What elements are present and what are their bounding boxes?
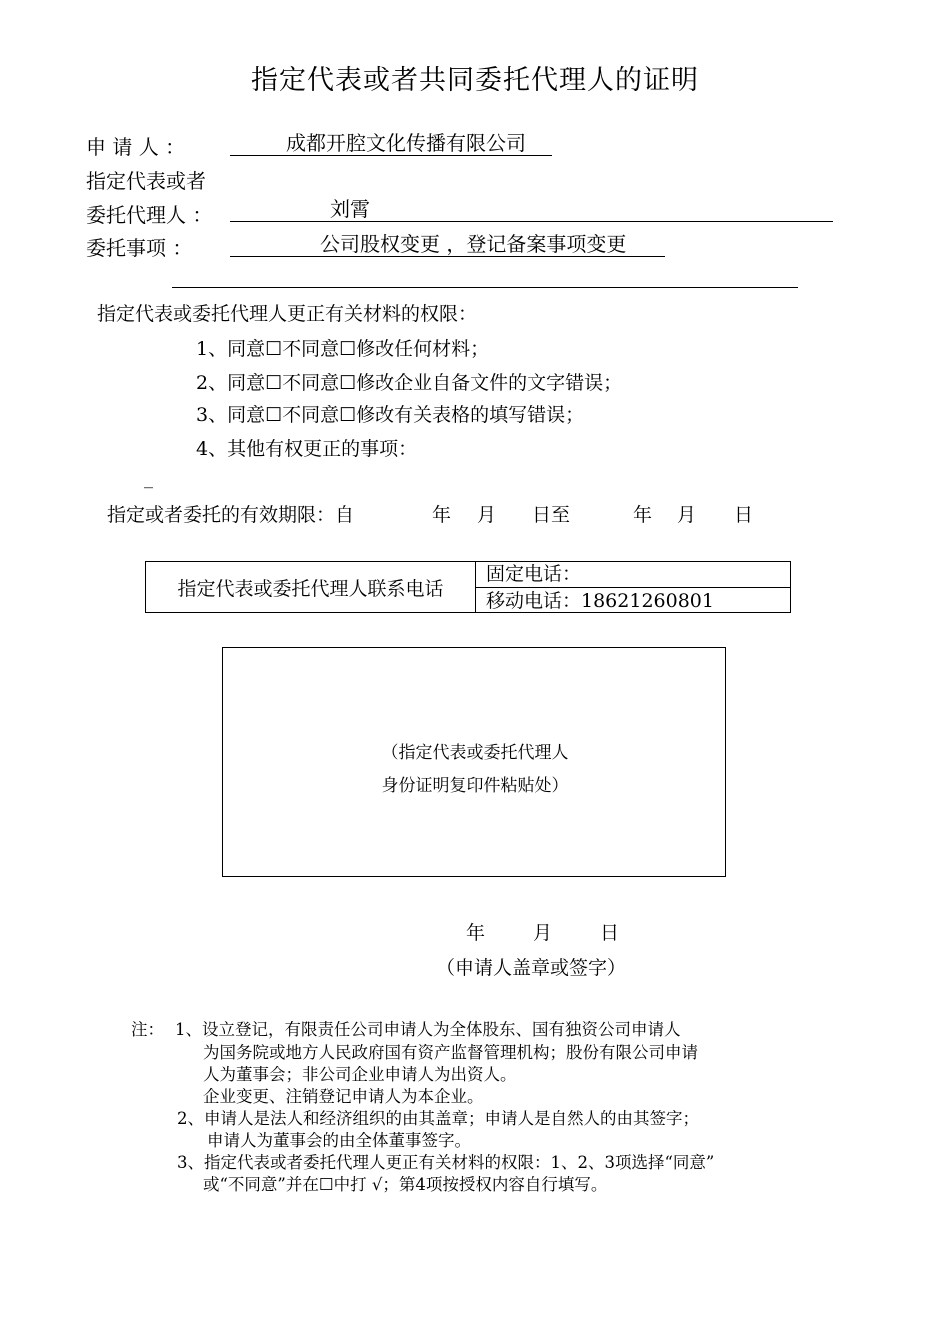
blank-underline[interactable] bbox=[172, 287, 798, 288]
note-line-4: 企业变更、注销登记申请人为本企业。 bbox=[203, 1087, 484, 1106]
page-title: 指定代表或者共同委托代理人的证明 bbox=[251, 65, 699, 96]
matter-value: 公司股权变更 ，登记备案事项变更 bbox=[320, 232, 627, 256]
authority-item-1: 1、同意☐不同意☐修改任何材料； bbox=[196, 338, 490, 360]
signature-day: 日 bbox=[600, 922, 620, 944]
note-line-8: 或“不同意”并在☐中打 √；第4项按授权内容自行填写。 bbox=[203, 1175, 608, 1194]
signature-month: 月 bbox=[533, 922, 553, 944]
validity-day-to: 日至 bbox=[532, 504, 571, 526]
validity-month: 月 bbox=[477, 504, 497, 526]
note-line-1: 1、设立登记，有限责任公司申请人为全体股东、国有独资公司申请人 bbox=[175, 1020, 681, 1039]
id-paste-box bbox=[222, 647, 726, 877]
mobile-field[interactable]: 移动电话：18621260801 bbox=[486, 590, 714, 612]
matter-field[interactable] bbox=[230, 232, 665, 257]
applicant-label: 申 请 人 ： bbox=[86, 135, 186, 159]
notes-prefix: 注： bbox=[131, 1020, 164, 1039]
contact-label: 指定代表或委托代理人联系电话 bbox=[146, 562, 476, 612]
dash-mark: _ bbox=[144, 468, 153, 489]
validity-day-2: 日 bbox=[734, 504, 754, 526]
note-line-7: 3、指定代表或者委托代理人更正有关材料的权限：1、2、3项选择“同意” bbox=[177, 1153, 715, 1172]
note-line-5: 2、申请人是法人和经济组织的由其盖章；申请人是自然人的由其签字； bbox=[177, 1109, 699, 1128]
signature-caption: （申请人盖章或签字） bbox=[436, 957, 627, 979]
authority-item-4: 4、其他有权更正的事项： bbox=[196, 438, 418, 460]
authority-item-3: 3、同意☐不同意☐修改有关表格的填写错误； bbox=[196, 404, 585, 426]
id-box-line-2: 身份证明复印件粘贴处） bbox=[381, 776, 569, 796]
validity-label: 指定或者委托的有效期限：自 bbox=[107, 504, 355, 526]
validity-year: 年 bbox=[432, 504, 452, 526]
applicant-value: 成都开腔文化传播有限公司 bbox=[286, 131, 526, 155]
landline-field[interactable]: 固定电话： bbox=[476, 562, 790, 588]
applicant-field[interactable] bbox=[230, 131, 552, 156]
id-box-line-1: （指定代表或委托代理人 bbox=[381, 743, 569, 763]
matter-label: 委托事项 ： bbox=[86, 236, 193, 260]
designee-label-line2: 委托代理人 ： bbox=[86, 203, 213, 227]
authority-heading: 指定代表或委托代理人更正有关材料的权限： bbox=[97, 303, 478, 325]
validity-year-2: 年 bbox=[633, 504, 653, 526]
authority-item-2: 2、同意☐不同意☐修改企业自备文件的文字错误； bbox=[196, 372, 623, 394]
designee-value: 刘霄 bbox=[330, 197, 370, 221]
note-line-2: 为国务院或地方人民政府国有资产监督管理机构；股份有限公司申请 bbox=[203, 1043, 698, 1062]
validity-month-2: 月 bbox=[677, 504, 697, 526]
signature-year: 年 bbox=[466, 922, 486, 944]
contact-table bbox=[145, 561, 791, 613]
note-line-3: 人为董事会；非公司企业申请人为出资人。 bbox=[203, 1065, 517, 1084]
designee-field[interactable] bbox=[230, 197, 833, 222]
note-line-6: 申请人为董事会的由全体董事签字。 bbox=[207, 1131, 471, 1150]
designee-label-line1: 指定代表或者 bbox=[86, 169, 206, 193]
